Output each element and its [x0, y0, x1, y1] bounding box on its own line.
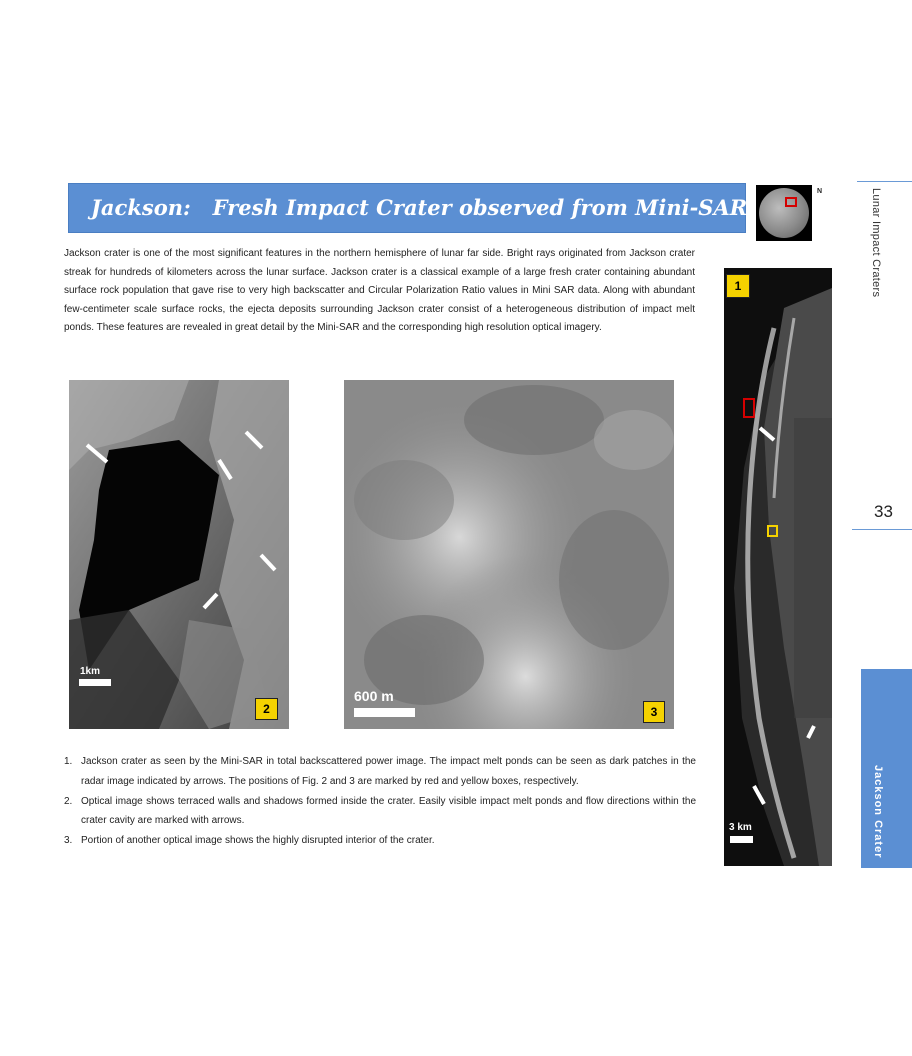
caption-item [64, 752, 696, 792]
caption-number: 2. [64, 795, 73, 807]
section-title: Lunar Impact Craters [870, 188, 882, 298]
figure-2-scale-label: 1km [80, 666, 101, 677]
figure-3-image [344, 380, 674, 729]
caption-text: Jackson crater as seen by the Mini-SAR in total backscattered power image. The impact melt ponds can be seen as dark patches in the radar image indicated by arrows. The positions of Fig. 2 and 3 are marked by red and yellow boxes, respectively. [81, 756, 696, 787]
figure-2-picture [69, 380, 289, 729]
figure-3-scale-label: 600 m [354, 688, 394, 704]
caption-number: 1. [64, 756, 73, 767]
figure-3-scale-bar [354, 708, 415, 717]
figure-2-image [69, 380, 289, 729]
figure-3-badge: 3 [643, 701, 665, 723]
moon-locator-map [756, 185, 812, 241]
caption-text: Optical image shows terraced walls and shadows formed inside the crater. Easily visible impact melt ponds and flow directions within the crater cavity are marked with arrows. [81, 795, 696, 827]
figure-3-picture [344, 380, 674, 729]
chapter-tab-label: Jackson Crater [872, 765, 884, 859]
figure-2-location-box [743, 398, 755, 418]
moon-globe-icon [759, 188, 809, 238]
caption-text: Portion of another optical image shows the highly disrupted interior of the crater. [81, 835, 435, 847]
sidebar-divider [857, 181, 912, 182]
title-bar [68, 183, 746, 233]
figure-1-picture [724, 268, 832, 866]
location-marker [785, 197, 797, 207]
intro-paragraph: Jackson crater is one of the most significant features in the northern hemisphere of lunar far side. Bright rays originated from Jackson crater streak for hundreds of kilometers across the lunar surface. Jackson crater is a classical example of a large fresh crater containing abundant surface rock population that gave rise to very high backscatter and Circular Polarization Ratio values in Mini SAR data. Along with abundant few-centimeter scale surface rocks, the ejecta deposits surrounding Jackson crater consist of a heterogeneous distribution of impact melt ponds. These features are revealed in great detail by the Mini-SAR and the corresponding high resolution optical imagery. [64, 248, 695, 334]
caption-number: 3. [64, 835, 73, 847]
figure-3-location-box [767, 525, 778, 537]
figure-1-scale-bar [730, 836, 753, 843]
figure-2-scale-bar [79, 679, 111, 686]
page-title: Jackson: Fresh Impact Crater observed from Mini-SAR [91, 195, 748, 220]
north-label: N [817, 188, 823, 195]
caption-item [64, 831, 696, 851]
figure-captions [64, 752, 696, 851]
caption-item [64, 792, 696, 832]
page-number-divider [852, 529, 912, 530]
figure-1-badge: 1 [726, 274, 750, 298]
figure-1-scale-label: 3 km [729, 822, 752, 833]
page-number: 33 [874, 502, 893, 521]
chapter-tab [861, 669, 912, 868]
figure-1-radar-image [724, 268, 832, 866]
figure-2-badge: 2 [255, 698, 278, 720]
